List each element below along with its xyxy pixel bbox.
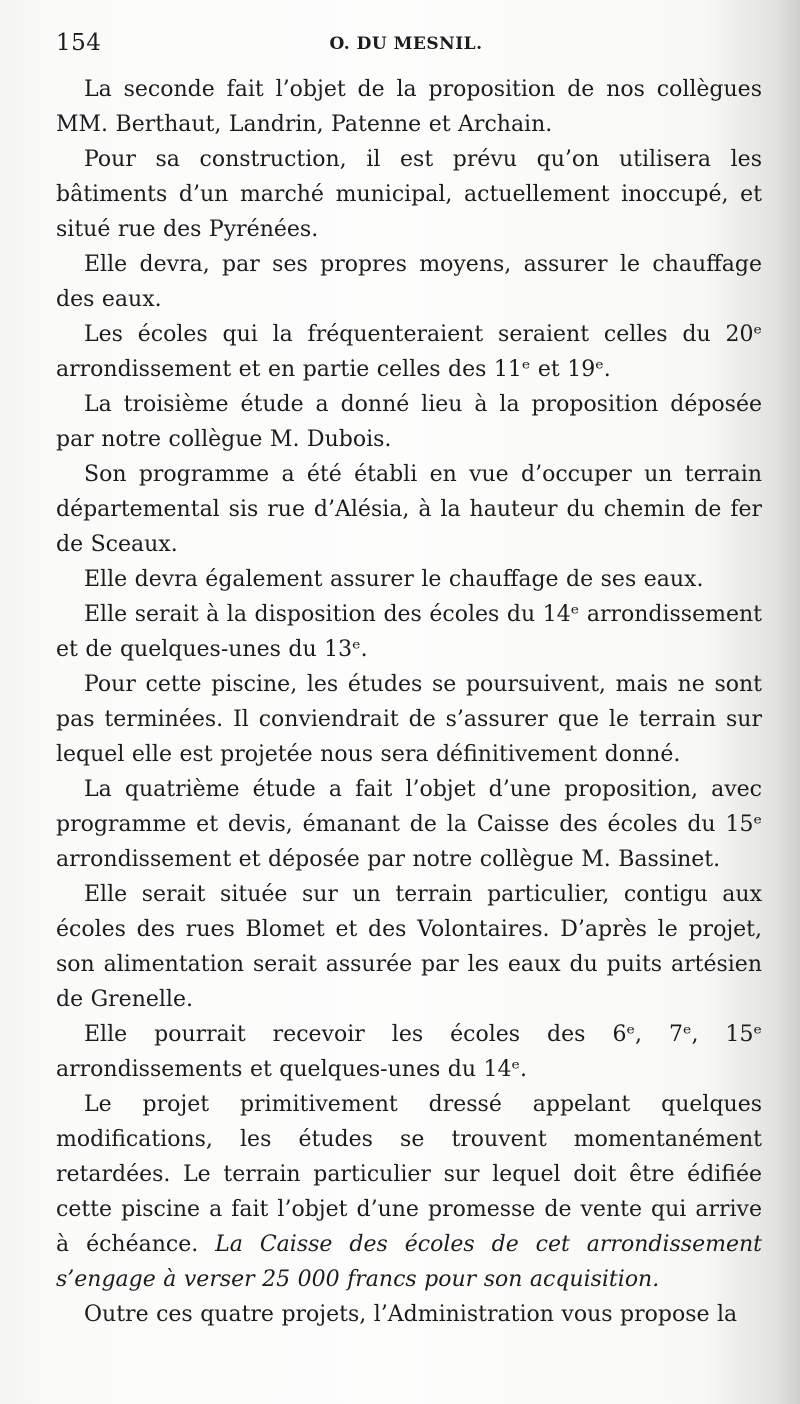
paragraph [56,667,762,772]
paragraph [56,72,762,142]
paragraph [56,317,762,387]
paragraph [56,772,762,877]
paragraph [56,457,762,562]
page-header [56,30,756,62]
paragraph-text: Elle serait à la disposition des écoles du 14ᵉ arrondissement et de quelques-unes du 13ᵉ. [56,602,762,662]
paragraph-text: Son programme a été établi en vue d’occuper un terrain départemental sis rue d’Alésia, à la hauteur du chemin de fer de Sceaux. [56,462,762,557]
paragraph [56,247,762,317]
paragraph-text: Le projet primitivement dressé appelant quelques modifications, les études se trouvent momentanément retardées. Le terrain particulier sur lequel doit être édifiée cette piscine a fait l’objet d’une promesse de vente qui arrive à échéance. [56,1092,762,1257]
paragraph [56,1087,762,1297]
paragraph-text: Elle serait située sur un terrain particulier, contigu aux écoles des rues Blomet et des Volontaires. D’après le projet, son alimentation serait assurée par les eaux du puits artésien de Grenelle. [56,882,762,1012]
paragraph-text: Pour sa construction, il est prévu qu’on utilisera les bâtiments d’un marché municipal, actuellement inoccupé, et situé rue des Pyrénées. [56,147,762,242]
paragraph [56,1297,762,1332]
paragraph-text: Pour cette piscine, les études se poursuivent, mais ne sont pas terminées. Il conviendrait de s’assurer que le terrain sur lequel elle est projetée nous sera définitivement donné. [56,672,762,767]
paragraph-text: La quatrième étude a fait l’objet d’une proposition, avec programme et devis, émanant de la Caisse des écoles du 15ᵉ arrondissement et déposée par notre collègue M. Bassinet. [56,777,762,872]
paragraph [56,1017,762,1087]
paragraph [56,142,762,247]
paragraph [56,387,762,457]
paragraph-italic-text: La Caisse des écoles de cet arrondissement s’engage à verser 25 000 francs pour son acquisition. [56,1232,762,1292]
paragraph-text: Elle devra, par ses propres moyens, assurer le chauffage des eaux. [56,252,762,312]
paragraph-text: Elle devra également assurer le chauffage de ses eaux. [84,567,704,592]
running-head: O. DU MESNIL. [329,34,483,54]
paragraph-text: La seconde fait l’objet de la proposition de nos collègues MM. Berthaut, Landrin, Patenne et Archain. [56,77,762,137]
paragraph-text: La troisième étude a donné lieu à la proposition déposée par notre collègue M. Dubois. [56,392,762,452]
paragraph-text: Outre ces quatre projets, l’Administration vous propose la [84,1302,738,1327]
body-text [56,72,762,1332]
page-number: 154 [56,30,102,56]
paragraph-text: Les écoles qui la fréquenteraient seraient celles du 20ᵉ arrondissement et en partie celles des 11ᵉ et 19ᵉ. [56,322,762,382]
paragraph [56,877,762,1017]
paragraph [56,562,762,597]
paragraph [56,597,762,667]
paragraph-text: Elle pourrait recevoir les écoles des 6ᵉ, 7ᵉ, 15ᵉ arrondissements et quelques-unes du 14ᵉ. [56,1022,762,1082]
